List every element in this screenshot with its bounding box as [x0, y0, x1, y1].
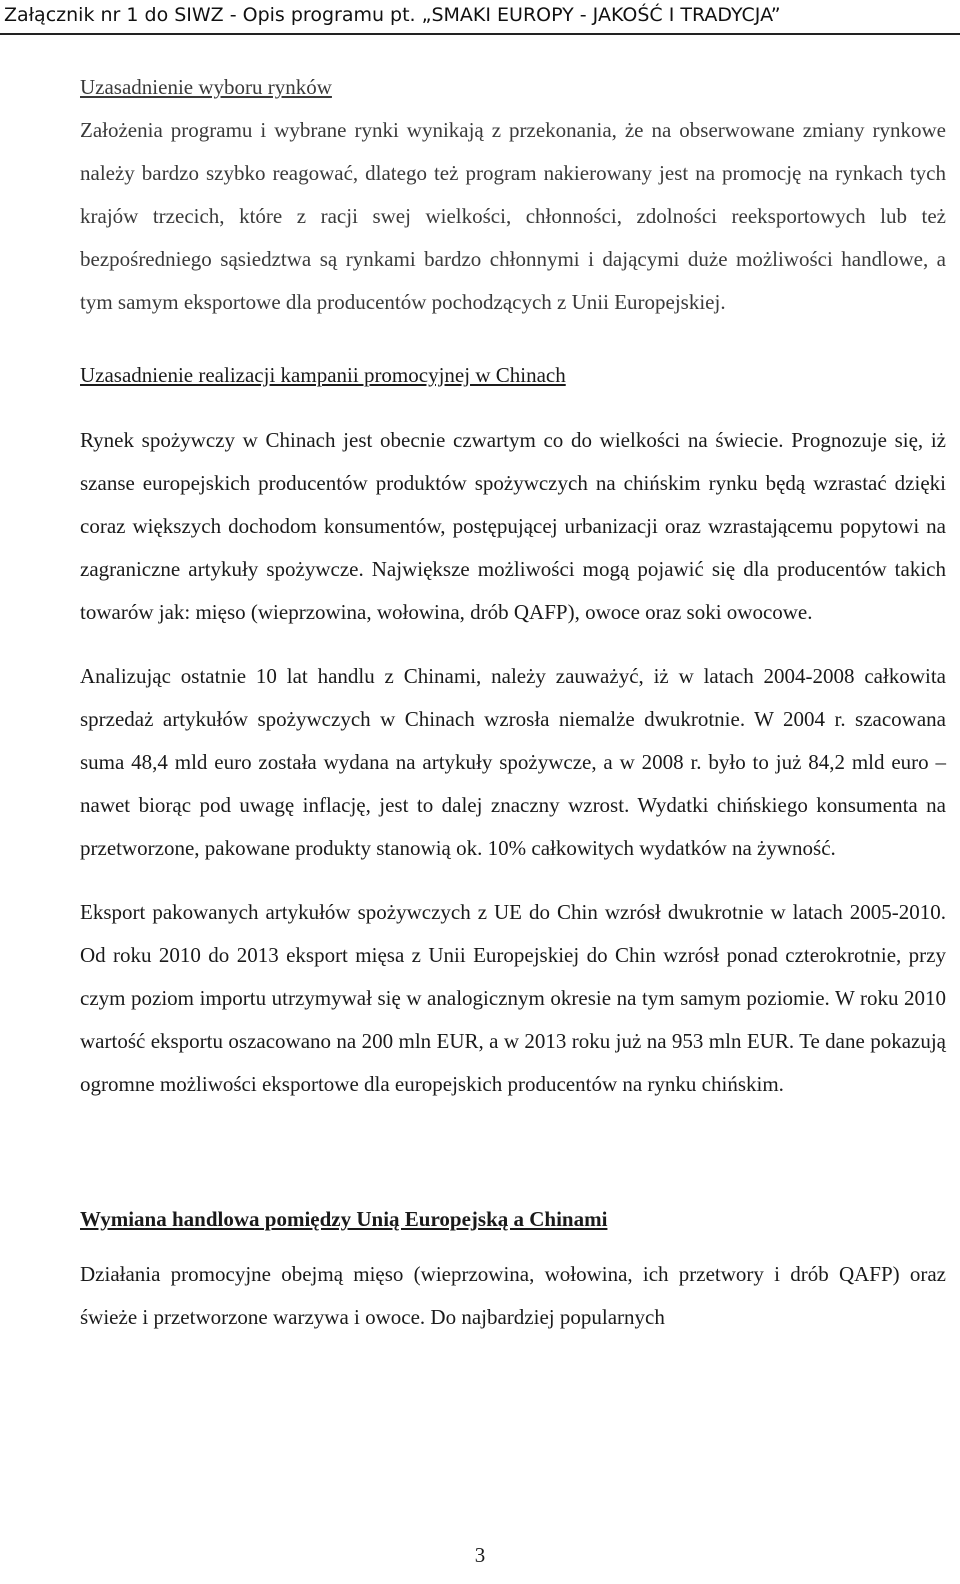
paragraph-trade: Działania promocyjne obejmą mięso (wieprzowina, wołowina, ich przetwory i drób QAFP) oraz świeże i przetworzone warzywa i owoce. Do najbardziej popularnych — [80, 1262, 946, 1329]
paragraph-china-1: Rynek spożywczy w Chinach jest obecnie czwartym co do wielkości na świecie. Prognozuje się, iż szanse europejskich producentów produktów spożywczych na chińskim rynku będą wzrastać dzięki coraz większych dochodom konsumentów, postępującej urbanizacji oraz wzrastającemu popytowi na zagraniczne artykuły spożywcze. Największe możliwości mogą pojawić się dla producentów takich towarów jak: mięso (wieprzowina, wołowina, drób QAFP), owoce oraz soki owocowe. — [80, 428, 946, 624]
section-heading-trade: Wymiana handlowa pomiędzy Unią Europejską a Chinami — [80, 1207, 608, 1231]
page-header: Załącznik nr 1 do SIWZ - Opis programu pt. „SMAKI EUROPY - JAKOŚĆ I TRADYCJA” — [4, 4, 781, 26]
page-number: 3 — [474, 1543, 486, 1567]
section-heading-markets: Uzasadnienie wyboru rynków — [80, 75, 332, 99]
document-body — [80, 66, 946, 1339]
section-heading-china: Uzasadnienie realizacji kampanii promocyjnej w Chinach — [80, 363, 566, 387]
paragraph-china-2: Analizując ostatnie 10 lat handlu z Chinami, należy zauważyć, iż w latach 2004-2008 całkowita sprzedaż artykułów spożywczych w Chinach wzrosła niemalże dwukrotnie. W 2004 r. szacowana suma 48,4 mld euro została wydana na artykuły spożywcze, a w 2008 r. było to już 84,2 mld euro – nawet biorąc pod uwagę inflację, jest to dalej znaczny wzrost. Wydatki chińskiego konsumenta na przetworzone, pakowane produkty stanowią ok. 10% całkowitych wydatków na żywność. — [80, 664, 946, 860]
paragraph-markets: Założenia programu i wybrane rynki wynikają z przekonania, że na obserwowane zmiany rynkowe należy bardzo szybko reagować, dlatego też program nakierowany jest na promocję na rynkach tych krajów trzecich, które z racji swej wielkości, chłonności, zdolności reeksportowych lub też bezpośredniego sąsiedztwa są rynkami bardzo chłonnymi i dającymi duże możliwości handlowe, a tym samym eksportowe dla producentów pochodzących z Unii Europejskiej. — [80, 118, 946, 314]
paragraph-china-3: Eksport pakowanych artykułów spożywczych z UE do Chin wzrósł dwukrotnie w latach 2005-2010. Od roku 2010 do 2013 eksport mięsa z Unii Europejskiej do Chin wzrósł ponad czterokrotnie, przy czym poziom importu utrzymywał się w analogicznym okresie na tym samym poziomie. W roku 2010 wartość eksportu oszacowano na 200 mln EUR, a w 2013 roku już na 953 mln EUR. Te dane pokazują ogromne możliwości eksportowe dla europejskich producentów na rynku chińskim. — [80, 900, 946, 1096]
header-divider — [0, 33, 960, 35]
